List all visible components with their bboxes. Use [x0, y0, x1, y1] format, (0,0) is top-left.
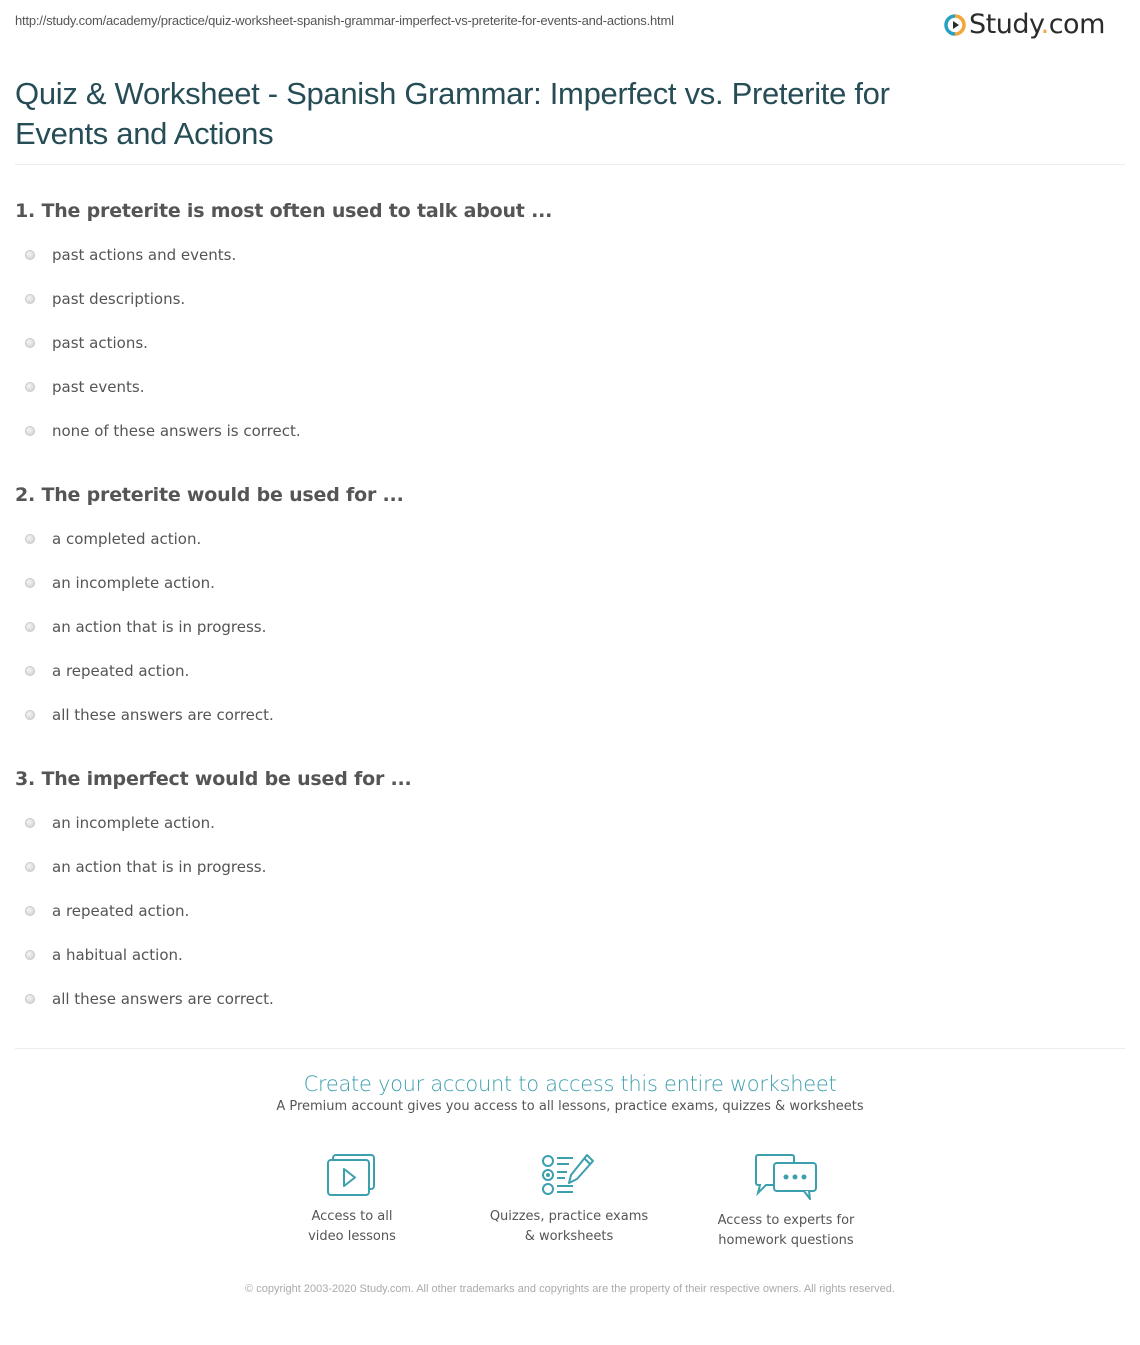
option-label: a repeated action. — [52, 902, 190, 920]
answer-option[interactable] — [15, 845, 412, 889]
option-label: an incomplete action. — [52, 814, 215, 832]
copyright-notice: © copyright 2003-2020 Study.com. All other trademarks and copyrights are the property of their respective owners. All rights reserved. — [245, 1283, 895, 1295]
option-label: none of these answers is correct. — [52, 422, 301, 440]
answer-option[interactable] — [15, 889, 412, 933]
question-2 — [15, 483, 404, 737]
page-url: http://study.com/academy/practice/quiz-worksheet-spanish-grammar-imperfect-vs-preterite-for-events-and-actions.html — [15, 13, 674, 28]
radio-button[interactable] — [25, 906, 35, 916]
option-label: all these answers are correct. — [52, 990, 274, 1008]
question-text: 3. The imperfect would be used for ... — [15, 768, 412, 790]
answer-option[interactable] — [15, 321, 552, 365]
radio-button[interactable] — [25, 382, 35, 392]
cta-title-link[interactable]: Create your account to access this entire worksheet — [303, 1072, 837, 1096]
answer-option[interactable] — [15, 693, 404, 737]
option-label: past actions. — [52, 334, 148, 352]
question-1 — [15, 199, 552, 453]
answer-option[interactable] — [15, 977, 412, 1021]
answer-option[interactable] — [15, 517, 404, 561]
feature-quizzes — [469, 1153, 669, 1247]
option-label: past actions and events. — [52, 246, 237, 264]
answer-option[interactable] — [15, 277, 552, 321]
option-label: a habitual action. — [52, 946, 183, 964]
feature-label: Quizzes, practice exams & worksheets — [489, 1209, 649, 1244]
answer-option[interactable] — [15, 409, 552, 453]
feature-label: Access to experts for homework questions — [717, 1213, 855, 1248]
answer-option[interactable] — [15, 801, 412, 845]
signup-cta — [0, 1070, 1140, 1116]
option-label: all these answers are correct. — [52, 706, 274, 724]
radio-button[interactable] — [25, 578, 35, 588]
option-label: past events. — [52, 378, 145, 396]
cta-subtitle: A Premium account gives you access to all lessons, practice exams, quizzes & worksheets — [276, 1099, 864, 1114]
video-lessons-icon — [326, 1153, 378, 1199]
chat-bubbles-icon — [754, 1153, 818, 1203]
question-3 — [15, 767, 412, 1021]
radio-button[interactable] — [25, 994, 35, 1004]
answer-option[interactable] — [15, 561, 404, 605]
radio-button[interactable] — [25, 294, 35, 304]
radio-button[interactable] — [25, 666, 35, 676]
feature-experts — [686, 1153, 886, 1251]
radio-button[interactable] — [25, 338, 35, 348]
play-circle-icon — [944, 14, 966, 36]
divider — [15, 1048, 1125, 1049]
answer-option[interactable] — [15, 649, 404, 693]
answer-option[interactable] — [15, 605, 404, 649]
radio-button[interactable] — [25, 710, 35, 720]
feature-video-lessons — [252, 1153, 452, 1247]
logo-text: Study.com — [969, 9, 1105, 40]
question-text: 1. The preterite is most often used to talk about ... — [15, 200, 553, 222]
option-label: a repeated action. — [52, 662, 190, 680]
radio-button[interactable] — [25, 862, 35, 872]
option-label: an action that is in progress. — [52, 618, 267, 636]
radio-button[interactable] — [25, 534, 35, 544]
radio-button[interactable] — [25, 950, 35, 960]
radio-button[interactable] — [25, 622, 35, 632]
divider — [15, 164, 1125, 165]
answer-option[interactable] — [15, 233, 552, 277]
option-label: an action that is in progress. — [52, 858, 267, 876]
option-label: an incomplete action. — [52, 574, 215, 592]
quiz-checklist-icon — [541, 1153, 597, 1199]
feature-label: Access to all video lessons — [308, 1209, 396, 1244]
option-label: past descriptions. — [52, 290, 186, 308]
study-logo[interactable] — [944, 8, 1105, 42]
radio-button[interactable] — [25, 818, 35, 828]
page-title: Quiz & Worksheet - Spanish Grammar: Imperfect vs. Preterite for Events and Actions — [15, 76, 890, 151]
radio-button[interactable] — [25, 250, 35, 260]
radio-button[interactable] — [25, 426, 35, 436]
question-text: 2. The preterite would be used for ... — [15, 484, 404, 506]
answer-option[interactable] — [15, 365, 552, 409]
option-label: a completed action. — [52, 530, 202, 548]
answer-option[interactable] — [15, 933, 412, 977]
